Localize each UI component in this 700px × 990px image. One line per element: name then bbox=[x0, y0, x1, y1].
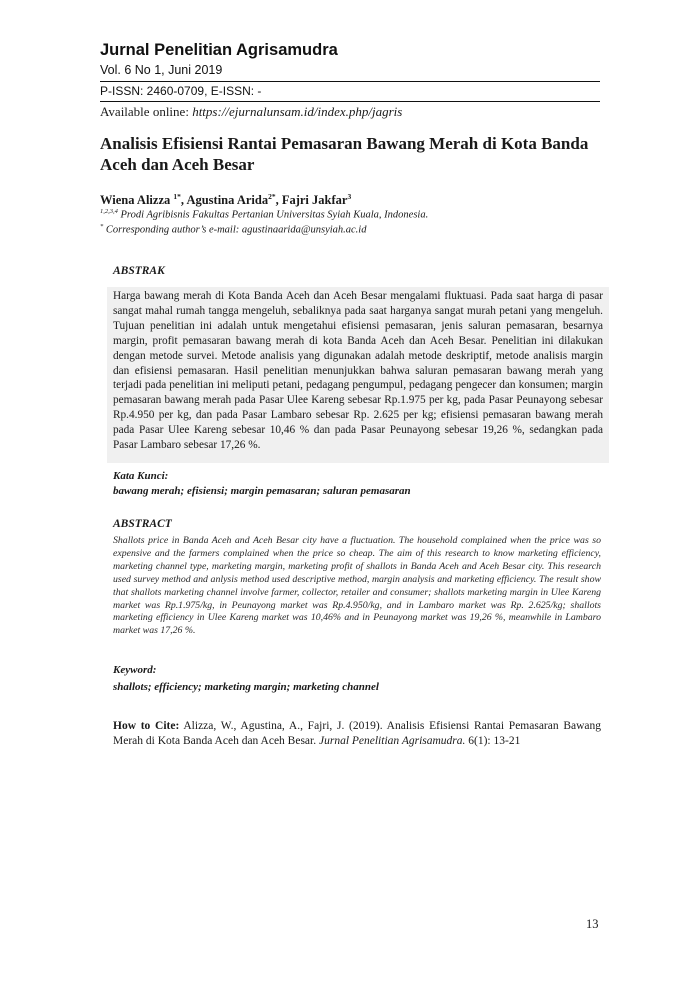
author-name: Wiena Alizza bbox=[100, 193, 174, 208]
journal-name: Jurnal Penelitian Agrisamudra bbox=[100, 41, 338, 59]
author-name: , Agustina Arida bbox=[180, 193, 269, 208]
author-superscript: 3 bbox=[347, 192, 352, 201]
article-title: Analisis Efisiensi Rantai Pemasaran Bawang Merah di Kota Banda Aceh dan Aceh Besar bbox=[100, 134, 589, 174]
keyword-text: shallots; efficiency; marketing margin; marketing channel bbox=[113, 681, 379, 693]
author-list bbox=[100, 192, 351, 208]
author-name: , Fajri Jakfar bbox=[275, 193, 348, 208]
journal-url-link[interactable]: https://ejurnalunsam.id/index.php/jagris bbox=[192, 104, 403, 119]
abstrak-box bbox=[107, 287, 609, 463]
header-rule-bottom bbox=[100, 101, 600, 102]
affiliation-superscript: 1,2,3,4 bbox=[100, 208, 118, 215]
author-superscript: 2* bbox=[268, 192, 276, 201]
header-rule-top bbox=[100, 81, 600, 82]
corresponding-text: Corresponding author’s e-mail: agustinaarida@unsyiah.ac.id bbox=[103, 224, 367, 236]
abstract-heading: ABSTRACT bbox=[113, 518, 172, 530]
available-online bbox=[100, 104, 402, 120]
how-to-cite bbox=[113, 719, 601, 749]
kata-kunci-text: bawang merah; efisiensi; margin pemasaran; saluran pemasaran bbox=[113, 485, 411, 497]
abstract-text: Shallots price in Banda Aceh and Aceh Besar city have a fluctuation. The household complained when the price was so expensive and the farmers complained when the price so cheap. The aim of this research to know marketing efficiency, marketing channel type, marketing margin, marketing profit of shallots in Banda Aceh and Aceh Besar city. This research used survey method and anlysis method used descriptive method, margin analysis and marketing efficiency. The result show that shallots marketing channel involve farmer, collector, retailer and consumer; shallots marketing margin in Ulee Kareng market was Rp.1.975/kg, in Peunayong market was Rp.4.950/kg, and in Lambaro market was Rp. 2.625/kg; shallots marketing efficiency in Ulee Kareng market was 10,46% and in Peunayong market was 19,26 %, meanwhile in Lambaro market was 17,26 %. bbox=[113, 535, 601, 637]
how-to-cite-tail: 6(1): 13-21 bbox=[465, 735, 521, 747]
how-to-cite-journal: Jurnal Penelitian Agrisamudra. bbox=[318, 735, 466, 747]
abstrak-text: Harga bawang merah di Kota Banda Aceh dan Aceh Besar mengalami fluktuasi. Pada saat harga di pasar sangat mahal rumah tangga mengeluh, sebaliknya pada saat harganya sangat murah petani yang mengeluh. Tujuan penelitian ini adalah untuk mengetahui efisiensi pemasaran, jenis saluran pemasaran, besarnya margin, profit pemasaran bawang merah di kota Banda Aceh dan Aceh Besar. Penelitian ini dilakukan dengan metode survei. Metode analisis yang digunakan adalah metode deskriptif, metode analisis margin dan efisiensi pemasaran. Hasil penelitian menunjukkan bahwa saluran pemasaran bawang merah yang terjadi pada penelitian ini meliputi petani, pedagang pengumpul, pedagang pengecer dan konsumen; margin pemasaran bawang merah pada Pasar Ulee Kareng sebesar Rp.1.975 per kg, pada Pasar Peunayong sebesar Rp.4.950 per kg, dan pada Pasar Lambaro sebesar Rp. 2.625 per kg; efisiensi pemasaran bawang merah pada Pasar Ulee Kareng sebesar 10,46 % dan pada Pasar Peunayong sebesar 19,26 %, sedangkan pada Pasar Lambaro sebesar 17,26 %. bbox=[113, 290, 603, 452]
author-superscript: 1* bbox=[173, 192, 181, 201]
corresponding-author bbox=[100, 223, 366, 236]
how-to-cite-label: How to Cite: bbox=[113, 720, 180, 732]
corresponding-superscript: * bbox=[100, 223, 104, 230]
page-number: 13 bbox=[586, 917, 599, 931]
affiliation bbox=[100, 208, 428, 221]
abstrak-heading: ABSTRAK bbox=[113, 265, 165, 277]
keyword-label: Keyword: bbox=[113, 664, 157, 676]
kata-kunci-label: Kata Kunci: bbox=[113, 470, 169, 482]
journal-issn: P-ISSN: 2460-0709, E-ISSN: - bbox=[100, 84, 262, 98]
how-to-cite-text: Alizza, W., Agustina, A., Fajri, J. (2019). Analisis Efisiensi Rantai Pemasaran Bawang Merah di Kota Banda Aceh dan Aceh Besar. bbox=[113, 720, 602, 747]
available-label: Available online: bbox=[100, 104, 193, 119]
journal-volume: Vol. 6 No 1, Juni 2019 bbox=[100, 63, 223, 77]
affiliation-text: Prodi Agribisnis Fakultas Pertanian Universitas Syiah Kuala, Indonesia. bbox=[117, 209, 429, 221]
